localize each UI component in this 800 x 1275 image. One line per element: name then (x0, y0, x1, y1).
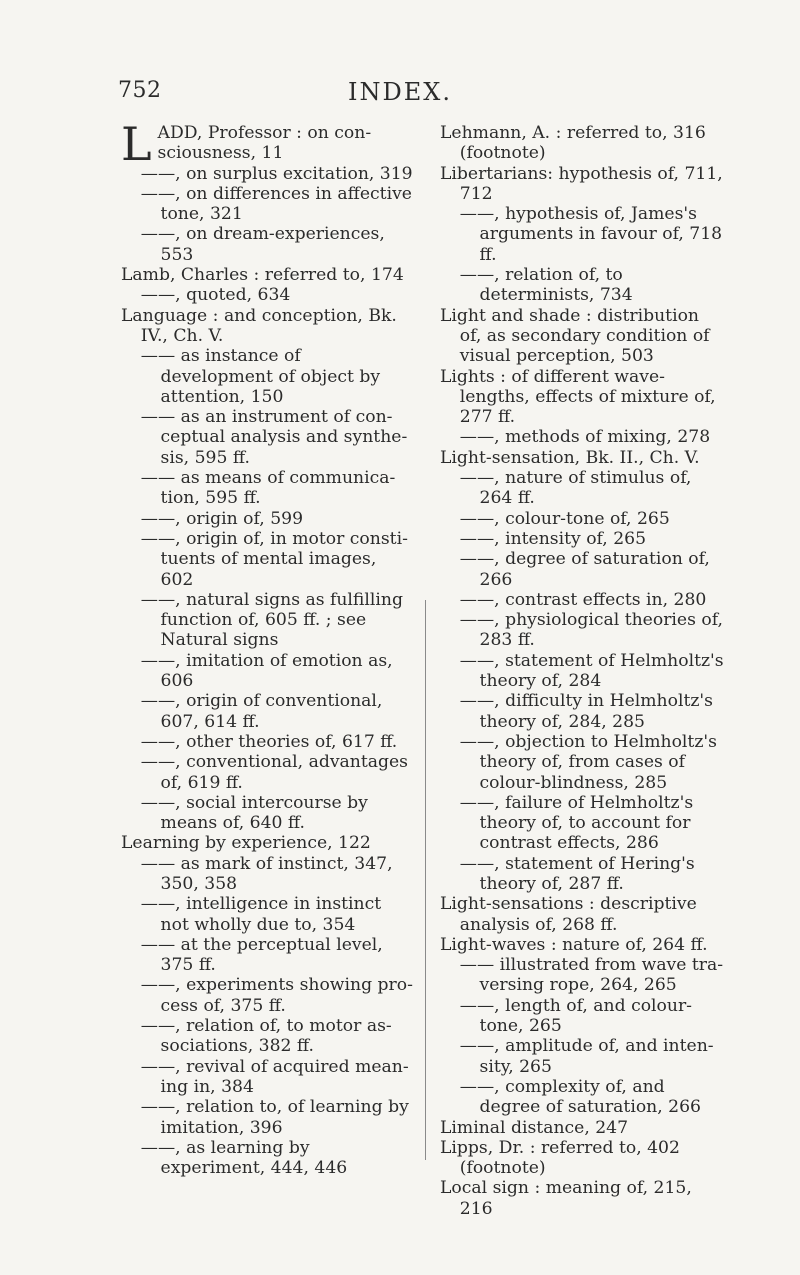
index-subentry: ——, other theories of, 617 ff. (140, 731, 398, 752)
index-subentry: ——, nature of stimulus of, 264 ff. (459, 468, 692, 509)
index-subentry: ——, relation of, to determinists, 734 (459, 265, 633, 306)
index-entry: Light-sensations : descriptive analysis of, 268 ff. (440, 894, 697, 935)
index-entry: Lehmann, A. : referred to, 316 (footnote) (440, 123, 706, 164)
index-subentry: ——, relation to, of learning by imitation, 396 (140, 1097, 409, 1138)
index-column-left (121, 117, 413, 1179)
index-subentry: ——, statement of Hering's theory of, 287 ff. (459, 853, 695, 894)
index-subentry: ——, experiments showing process of, 375 ff. (140, 975, 413, 1016)
drop-cap-letter: L (121, 117, 152, 171)
index-subentry: ——, statement of Helmholtz's theory of, 284 (459, 650, 724, 692)
index-subentry: ——, social intercourse by means of, 640 ff. (140, 792, 368, 834)
index-subentry: ——, as learning by experiment, 444, 446 (140, 1137, 348, 1179)
index-subentry: ——, intelligence in instinct not wholly due to, 354 (140, 894, 382, 935)
index-subentry: ——, origin of, 599 (140, 508, 304, 529)
index-entry: Liminal distance, 247 (440, 1117, 629, 1138)
index-subentry: —— as mark of instinct, 347, 350, 358 (140, 853, 393, 894)
index-subentry: ——, contrast effects in, 280 (459, 589, 707, 610)
page-header (0, 78, 800, 108)
index-subentry: ——, difficulty in Helmholtz's theory of, 284, 285 (459, 691, 713, 732)
index-subentry: ——, on dream-experiences, 553 (140, 224, 385, 265)
index-subentry: ——, imitation of emotion as, 606 (140, 650, 393, 692)
page-number: 752 (118, 78, 162, 103)
index-entry: Local sign : meaning of, 215, 216 (440, 1178, 692, 1219)
index-subentry: ——, intensity of, 265 (459, 528, 647, 549)
index-subentry: ——, origin of, in motor constituents of mental images, 602 (140, 528, 408, 590)
index-subentry: —— at the perceptual level, 375 ff. (140, 934, 383, 976)
index-subentry: ——, origin of conventional, 607, 614 ff. (140, 691, 383, 732)
index-subentry: —— as an instrument of conceptual analysis and synthesis, 595 ff. (140, 407, 408, 468)
index-subentry: ——, conventional, advantages of, 619 ff. (140, 752, 408, 793)
index-subentry: ——, revival of acquired meaning in, 384 (140, 1056, 409, 1097)
index-subentry: ——, on differences in affective tone, 321 (140, 183, 412, 225)
index-entry: Learning by experience, 122 (121, 833, 371, 854)
index-subentry: ——, length of, and colour-tone, 265 (459, 995, 692, 1037)
index-subentry: ——, natural signs as fulfilling function of, 605 ff. ; see Natural signs (140, 589, 403, 651)
index-subentry: ——, methods of mixing, 278 (459, 427, 711, 448)
index-subentry: ——, amplitude of, and intensity, 265 (459, 1036, 714, 1077)
index-entry: Light and shade : distribution of, as secondary condition of visual perception, 503 (440, 305, 710, 367)
index-subentry: ——, objection to Helmholtz's theory of, from cases of colour-blindness, 285 (459, 731, 717, 793)
index-subentry: —— illustrated from wave traversing rope, 264, 265 (459, 955, 724, 996)
index-subentry: ——, degree of saturation of, 266 (459, 549, 710, 590)
column-divider (425, 600, 426, 1160)
index-entry-text: ADD, Professor : on consciousness, 11 (157, 123, 372, 164)
index-entry: Light-sensation, Bk. II., Ch. V. (440, 447, 700, 468)
index-subentry: ——, colour-tone of, 265 (459, 508, 670, 529)
index-entry: Language : and conception, Bk. IV., Ch. V. (121, 305, 397, 346)
index-subentry: ——, hypothesis of, James's arguments in favour of, 718 ff. (459, 204, 723, 265)
index-subentry: ——, physiological theories of, 283 ff. (459, 610, 723, 651)
index-subentry: ——, complexity of, and degree of saturation, 266 (459, 1076, 701, 1118)
running-head-title: INDEX. (348, 78, 452, 106)
index-entry (121, 117, 413, 171)
index-entry: Lights : of different wave-lengths, effects of mixture of, 277 ff. (440, 366, 716, 428)
index-subentry: ——, failure of Helmholtz's theory of, to account for contrast effects, 286 (459, 792, 694, 854)
index-entry: Lamb, Charles : referred to, 174 (121, 265, 404, 286)
index-entry: Lipps, Dr. : referred to, 402 (footnote) (440, 1137, 680, 1179)
index-subentry: —— as means of communication, 595 ff. (140, 468, 396, 509)
index-entry: Light-waves : nature of, 264 ff. (440, 934, 708, 955)
index-subentry: ——, on surplus excitation, 319 (140, 163, 413, 184)
index-subentry: ——, relation of, to motor associations, 382 ff. (140, 1016, 392, 1057)
index-subentry: —— as instance of development of object by attention, 150 (140, 346, 381, 407)
index-subentry: ——, quoted, 634 (140, 285, 291, 306)
index-column-right (440, 123, 726, 1219)
index-entry: Libertarians: hypothesis of, 711, 712 (440, 163, 723, 204)
